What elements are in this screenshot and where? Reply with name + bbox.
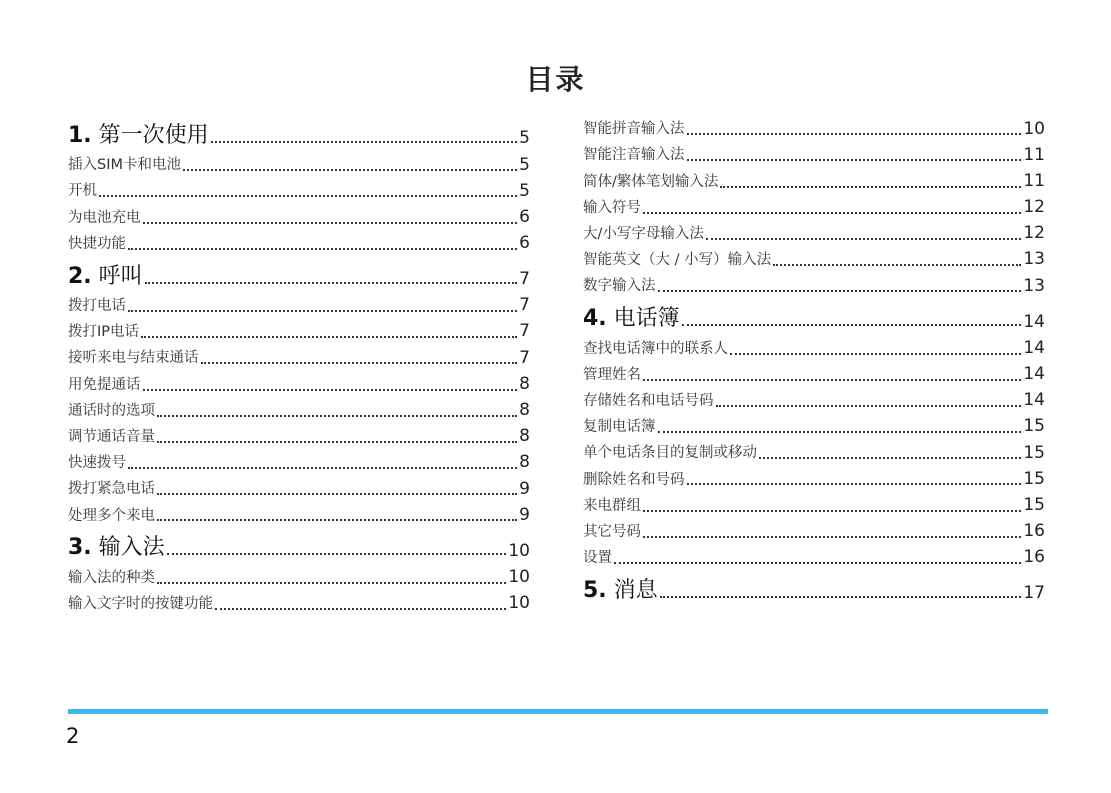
toc-entry-text: 智能英文（大 / 小写）输入法 [583, 252, 772, 269]
toc-page-number: 10 [508, 593, 530, 614]
toc-page-number: 8 [519, 373, 530, 394]
dot-leader [211, 141, 517, 143]
toc-entry-text: 拨打IP电话 [68, 324, 140, 341]
toc-page-number: 6 [519, 233, 530, 254]
toc-entry[interactable] [583, 410, 1045, 436]
toc-entry-label [583, 525, 641, 541]
toc-entry-text: 呼叫 [98, 263, 143, 289]
toc-entry-label [68, 482, 155, 498]
toc-page-number: 9 [519, 478, 530, 499]
toc-entry-text: 消息 [613, 577, 658, 603]
toc-page-number: 14 [1023, 337, 1045, 358]
toc-page-number: 15 [1023, 468, 1045, 489]
dot-leader [614, 562, 1021, 564]
toc-entry[interactable] [583, 488, 1045, 514]
dot-leader [145, 282, 517, 284]
toc-entry-label [68, 571, 155, 587]
dot-leader [643, 536, 1021, 538]
toc-entry-label [68, 237, 126, 253]
toc-entry-label [68, 378, 141, 394]
toc-entry-text: 输入文字时的按键功能 [68, 595, 213, 612]
toc-page-number: 7 [519, 269, 530, 290]
toc-entry[interactable] [68, 341, 530, 367]
toc-entry-label [68, 509, 155, 525]
toc-entry-text: 单个电话条目的复制或移动 [583, 445, 757, 462]
toc-entry[interactable] [583, 462, 1045, 488]
toc-page-number: 12 [1023, 223, 1045, 244]
toc-entry-label [583, 253, 771, 269]
toc-page-number: 5 [519, 154, 530, 175]
dot-leader [157, 582, 506, 584]
dot-leader [157, 519, 517, 521]
toc-page-number: 11 [1023, 170, 1045, 191]
toc-page-number: 10 [1023, 118, 1045, 139]
chapter-number: 1. [68, 122, 92, 148]
toc-entry-text: 输入符号 [583, 199, 641, 216]
toc-entry-text: 数字输入法 [583, 278, 656, 295]
toc-page-number: 7 [519, 321, 530, 342]
dot-leader [773, 264, 1021, 266]
dot-leader [658, 290, 1022, 292]
toc-entry-label [68, 325, 139, 341]
toc-entry[interactable] [68, 446, 530, 472]
dot-leader [143, 222, 518, 224]
toc-entry-text: 复制电话簿 [583, 419, 656, 436]
toc-entry[interactable] [68, 227, 530, 253]
toc-entry-label [583, 148, 685, 164]
toc-entry[interactable] [68, 498, 530, 524]
toc-entry-text: 为电池充电 [68, 209, 141, 226]
toc-left-column [68, 112, 530, 613]
toc-entry-label [68, 158, 181, 174]
dot-leader [128, 467, 517, 469]
toc-page-number: 8 [519, 426, 530, 447]
dot-leader [643, 379, 1021, 381]
toc-entry[interactable] [68, 174, 530, 200]
toc-entry-text: 电话簿 [613, 306, 680, 332]
toc-entry-text: 查找电话簿中的联系人 [583, 340, 728, 357]
toc-entry-label [583, 201, 641, 217]
toc-entry[interactable] [68, 420, 530, 446]
toc-entry-text: 调节通话音量 [68, 428, 155, 445]
toc-entry[interactable] [68, 200, 530, 226]
chapter-number: 3. [68, 535, 92, 561]
dot-leader [716, 405, 1022, 407]
toc-entry-label [68, 536, 165, 560]
toc-entry[interactable] [583, 384, 1045, 410]
toc-entry[interactable] [583, 515, 1045, 541]
toc-right-column [583, 112, 1045, 603]
toc-entry-label [583, 342, 728, 358]
toc-entry[interactable] [583, 331, 1045, 357]
toc-entry[interactable] [583, 112, 1045, 138]
toc-entry-text: 设置 [583, 550, 612, 567]
toc-page-number: 14 [1023, 364, 1045, 384]
toc-entry-label [583, 551, 612, 567]
toc-entry-label [583, 420, 656, 436]
chapter-number: 5. [583, 577, 607, 603]
dot-leader [167, 553, 507, 555]
toc-chapter-entry[interactable] [68, 112, 530, 148]
dot-leader [157, 415, 517, 417]
dot-leader [730, 353, 1021, 355]
dot-leader [759, 457, 1021, 459]
toc-entry-text: 接听来电与结束通话 [68, 350, 199, 367]
toc-entry-text: 智能拼音输入法 [583, 121, 685, 138]
toc-entry[interactable] [583, 164, 1045, 190]
toc-entry-label [68, 299, 126, 315]
toc-entry[interactable] [68, 472, 530, 498]
toc-page-number: 16 [1023, 547, 1045, 568]
toc-entry[interactable] [583, 541, 1045, 567]
toc-entry[interactable] [583, 138, 1045, 164]
toc-entry-text: 管理姓名 [583, 366, 641, 383]
toc-entry-text: 通话时的选项 [68, 402, 155, 419]
toc-entry-text: 删除姓名和号码 [583, 471, 685, 488]
toc-entry-text: 拨打电话 [68, 298, 126, 314]
toc-entry-label [583, 227, 704, 243]
toc-entry-label [583, 368, 641, 384]
toc-entry[interactable] [68, 394, 530, 420]
toc-entry-label [583, 473, 685, 489]
dot-leader [720, 186, 1021, 188]
dot-leader [215, 608, 506, 610]
toc-entry-text: 处理多个来电 [68, 507, 155, 524]
dot-leader [183, 169, 517, 171]
dot-leader [141, 336, 517, 338]
dot-leader [157, 493, 517, 495]
dot-leader [201, 362, 518, 364]
dot-leader [687, 159, 1022, 161]
dot-leader [643, 212, 1021, 214]
footer-rule [68, 709, 1048, 714]
toc-entry-label [68, 211, 141, 227]
toc-page-number: 14 [1023, 390, 1045, 411]
toc-entry-text: 来电群组 [583, 497, 641, 514]
toc-entry-label [68, 597, 213, 613]
toc-entry[interactable] [583, 217, 1045, 243]
dot-leader [99, 195, 517, 197]
toc-page-number: 9 [519, 504, 530, 525]
page-title: 目录 [525, 63, 586, 96]
toc-entry[interactable] [68, 560, 530, 586]
toc-entry[interactable] [68, 289, 530, 315]
dot-leader [143, 389, 518, 391]
toc-entry-label [68, 404, 155, 420]
toc-entry-label [68, 351, 199, 367]
toc-page-number: 14 [1023, 311, 1045, 332]
toc-page-number: 11 [1023, 144, 1045, 165]
dot-leader [687, 483, 1022, 485]
toc-page-number: 8 [519, 400, 530, 420]
toc-entry[interactable] [68, 587, 530, 613]
toc-page-number: 7 [519, 295, 530, 316]
toc-entry-label [583, 579, 658, 603]
toc-entry-label [68, 456, 126, 472]
toc-page-number: 13 [1023, 249, 1045, 270]
dot-leader [660, 596, 1022, 598]
toc-entry-label [583, 279, 656, 295]
dot-leader [682, 324, 1022, 326]
toc-page-number: 15 [1023, 416, 1045, 437]
toc-entry[interactable] [583, 191, 1045, 217]
dot-leader [643, 510, 1021, 512]
toc-page-number: 16 [1023, 521, 1045, 542]
dot-leader [128, 248, 517, 250]
toc-entry[interactable] [583, 243, 1045, 269]
toc-page-number: 13 [1023, 275, 1045, 296]
page-number: 2 [66, 724, 80, 748]
toc-page-number: 5 [519, 180, 530, 201]
toc-entry-label [68, 124, 209, 148]
toc-entry-label [68, 265, 143, 289]
dot-leader [706, 238, 1021, 240]
toc-page-number: 15 [1023, 494, 1045, 515]
toc-page-number: 5 [519, 128, 530, 149]
toc-chapter-entry[interactable] [68, 524, 530, 560]
toc-entry-label [583, 446, 757, 462]
toc-chapter-entry[interactable] [583, 295, 1045, 331]
toc-entry-text: 简体/繁体笔划输入法 [583, 173, 719, 190]
toc-entry-text: 插入SIM卡和电池 [68, 157, 181, 174]
toc-entry-label [68, 430, 155, 446]
toc-entry[interactable] [68, 148, 530, 174]
toc-entry-label [583, 499, 641, 515]
toc-entry[interactable] [68, 315, 530, 341]
dot-leader [687, 133, 1022, 135]
toc-entry-label [583, 175, 718, 191]
toc-entry-label [583, 122, 685, 138]
toc-entry-text: 输入法 [98, 535, 165, 561]
toc-entry-text: 第一次使用 [98, 122, 209, 148]
toc-entry[interactable] [68, 367, 530, 393]
dot-leader [658, 431, 1022, 433]
toc-chapter-entry[interactable] [583, 567, 1045, 603]
toc-page-number: 7 [519, 347, 530, 368]
toc-page-number: 10 [508, 566, 530, 587]
toc-entry[interactable] [583, 436, 1045, 462]
toc-page-number: 17 [1023, 583, 1045, 604]
toc-entry-label [583, 394, 714, 410]
chapter-number: 2. [68, 263, 92, 289]
toc-page-number: 6 [519, 206, 530, 227]
dot-leader [157, 441, 517, 443]
toc-page-number: 10 [508, 540, 530, 561]
toc-entry-text: 输入法的种类 [68, 569, 155, 586]
toc-entry[interactable] [583, 358, 1045, 384]
toc-page-number: 8 [519, 452, 530, 473]
toc-chapter-entry[interactable] [68, 253, 530, 289]
toc-entry-text: 智能注音输入法 [583, 147, 685, 164]
chapter-number: 4. [583, 306, 607, 332]
toc-page-number: 12 [1023, 197, 1045, 218]
toc-entry-text: 快速拨号 [68, 455, 126, 472]
toc-entry-text: 快捷功能 [68, 235, 126, 252]
dot-leader [128, 310, 517, 312]
toc-entry-text: 大/小写字母输入法 [583, 226, 704, 242]
toc-entry-text: 开机 [68, 183, 97, 200]
toc-entry-text: 拨打紧急电话 [68, 481, 155, 498]
toc-entry-text: 存储姓名和电话号码 [583, 392, 714, 409]
toc-entry-text: 其它号码 [583, 523, 641, 540]
toc-entry-label [68, 184, 97, 200]
toc-entry-label [583, 307, 680, 331]
toc-page-number: 15 [1023, 442, 1045, 463]
toc-entry[interactable] [583, 269, 1045, 295]
toc-entry-text: 用免提通话 [68, 376, 141, 393]
